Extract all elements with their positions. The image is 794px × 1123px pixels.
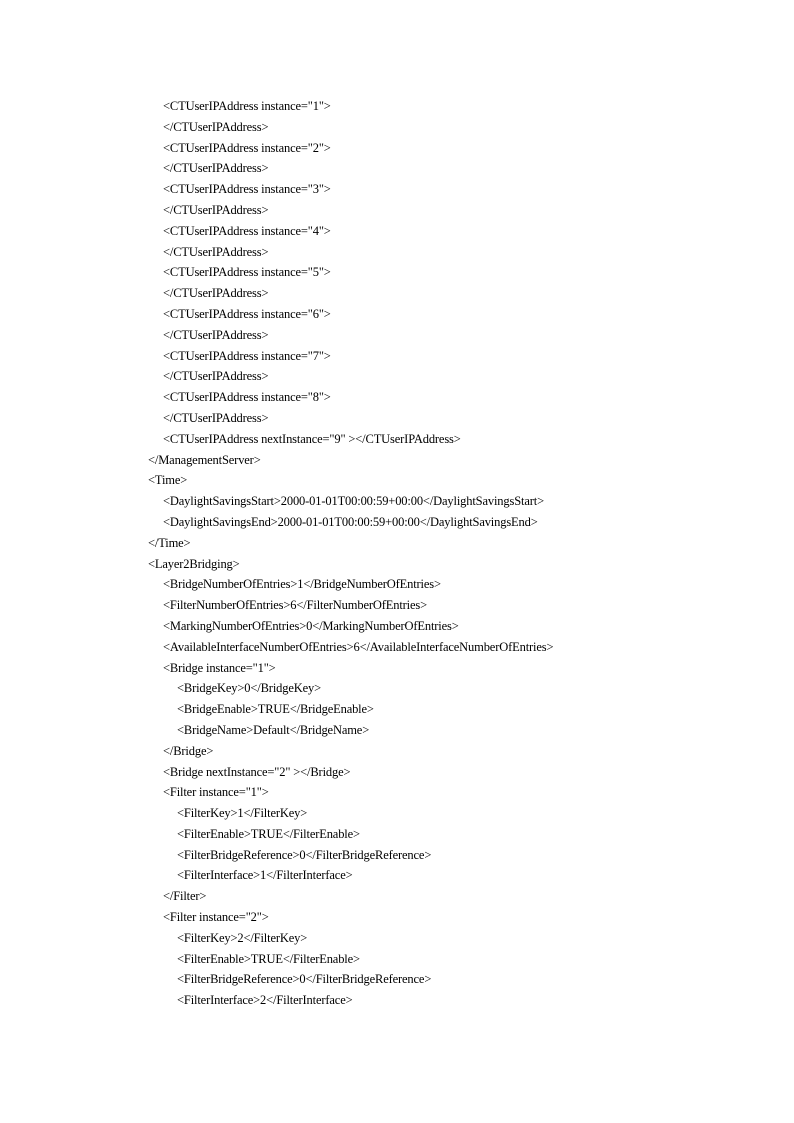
- xml-line: <CTUserIPAddress instance="4">: [163, 223, 331, 238]
- xml-line: <BridgeNumberOfEntries>1</BridgeNumberOfEntries>: [163, 577, 441, 592]
- xml-line: <CTUserIPAddress instance="2">: [163, 140, 331, 155]
- xml-line: <CTUserIPAddress instance="3">: [163, 182, 331, 197]
- xml-line: <CTUserIPAddress instance="5">: [163, 265, 331, 280]
- xml-line: <Filter instance="2">: [163, 910, 269, 925]
- xml-line: </CTUserIPAddress>: [163, 202, 269, 217]
- xml-line: </ManagementServer>: [148, 452, 261, 467]
- xml-line: <Bridge instance="1">: [163, 660, 276, 675]
- xml-line: </CTUserIPAddress>: [163, 161, 269, 176]
- xml-line: <FilterKey>1</FilterKey>: [177, 806, 308, 821]
- xml-line: <CTUserIPAddress nextInstance="9" ></CTUserIPAddress>: [163, 431, 461, 446]
- xml-line: </Bridge>: [163, 743, 214, 758]
- xml-listing: [148, 96, 768, 1011]
- xml-line: <FilterEnable>TRUE</FilterEnable>: [177, 826, 360, 841]
- xml-line: <CTUserIPAddress instance="1">: [163, 99, 331, 113]
- xml-line: </CTUserIPAddress>: [163, 410, 269, 425]
- xml-line: <FilterInterface>2</FilterInterface>: [177, 993, 353, 1008]
- xml-line: <BridgeName>Default</BridgeName>: [177, 722, 370, 737]
- xml-line: </CTUserIPAddress>: [163, 119, 269, 134]
- xml-line: <MarkingNumberOfEntries>0</MarkingNumberOfEntries>: [163, 618, 459, 633]
- xml-line: <FilterBridgeReference>0</FilterBridgeReference>: [177, 847, 432, 862]
- xml-line: <FilterInterface>1</FilterInterface>: [177, 868, 353, 883]
- xml-line: <CTUserIPAddress instance="6">: [163, 306, 331, 321]
- xml-line: </CTUserIPAddress>: [163, 369, 269, 384]
- xml-line: <CTUserIPAddress instance="7">: [163, 348, 331, 363]
- xml-line: <BridgeKey>0</BridgeKey>: [177, 681, 322, 696]
- xml-line: <Bridge nextInstance="2" ></Bridge>: [163, 764, 351, 779]
- xml-line: <CTUserIPAddress instance="8">: [163, 390, 331, 405]
- xml-line: <BridgeEnable>TRUE</BridgeEnable>: [177, 702, 374, 717]
- xml-line: <DaylightSavingsEnd>2000-01-01T00:00:59+00:00</DaylightSavingsEnd>: [163, 514, 538, 529]
- xml-line: <FilterNumberOfEntries>6</FilterNumberOfEntries>: [163, 598, 427, 613]
- xml-line: </Filter>: [163, 889, 207, 904]
- xml-line: <FilterKey>2</FilterKey>: [177, 930, 308, 945]
- xml-line: <FilterEnable>TRUE</FilterEnable>: [177, 951, 360, 966]
- xml-line: </CTUserIPAddress>: [163, 286, 269, 301]
- xml-line: </Time>: [148, 535, 191, 550]
- xml-line: <Layer2Bridging>: [148, 556, 240, 571]
- xml-line: </CTUserIPAddress>: [163, 244, 269, 259]
- xml-line: <DaylightSavingsStart>2000-01-01T00:00:59+00:00</DaylightSavingsStart>: [163, 494, 544, 509]
- xml-line: <AvailableInterfaceNumberOfEntries>6</AvailableInterfaceNumberOfEntries>: [163, 639, 554, 654]
- xml-line: <Time>: [148, 473, 188, 488]
- xml-line: <FilterBridgeReference>0</FilterBridgeReference>: [177, 972, 432, 987]
- xml-line: <Filter instance="1">: [163, 785, 269, 800]
- xml-line: </CTUserIPAddress>: [163, 327, 269, 342]
